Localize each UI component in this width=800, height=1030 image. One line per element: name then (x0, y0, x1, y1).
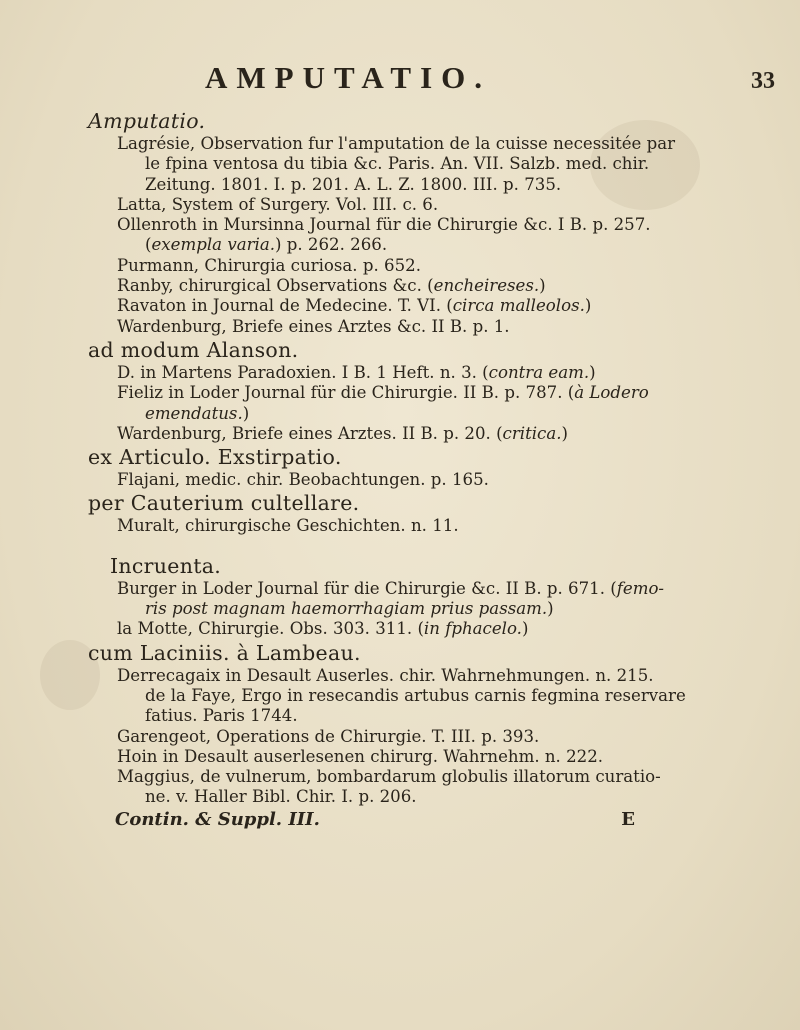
entry-line-wrap (117, 215, 770, 235)
page-number: 33 (751, 68, 775, 94)
entry-line: le fpina ventosa du tibia &c. Paris. An. VII. Salzb. med. chir. (145, 154, 650, 174)
section-heading: per Cauterium cultellare. (88, 491, 360, 516)
entry-line: Wardenburg, Briefe eines Arztes. II B. p. 20. (critica.) (117, 423, 569, 443)
entry-line: Ravaton in Journal de Medecine. T. VI. (circa malleolos.) (117, 296, 592, 316)
bibliography-entry (117, 579, 770, 620)
entry-line-wrap (117, 747, 770, 767)
entry-line-wrap (117, 666, 770, 686)
bibliography-entry (117, 666, 770, 727)
entry-line: Maggius, de vulnerum, bombardarum globulis illatorum curatio- (117, 767, 661, 787)
section-heading: ad modum Alanson. (88, 337, 299, 362)
entry-line-wrap (117, 195, 770, 215)
entry-line-wrap (117, 424, 770, 444)
entry-line-wrap (117, 619, 770, 639)
entry-line-wrap (117, 516, 770, 536)
bibliography-entry (117, 195, 770, 215)
bibliography-entry (117, 470, 770, 490)
entry-line: D. in Martens Paradoxien. I B. 1 Heft. n. 3. (contra eam.) (117, 362, 596, 382)
entry-line: Hoin in Desault auserlesenen chirurg. Wahrnehm. n. 222. (117, 746, 604, 766)
bibliography-entry (117, 727, 770, 747)
entry-line: Derrecagaix in Desault Auserles. chir. Wahrnehmungen. n. 215. (117, 665, 654, 685)
bibliography-entry (117, 516, 770, 536)
body-text (80, 108, 770, 830)
bibliography-entry (117, 363, 770, 383)
entry-line-wrap (145, 154, 770, 174)
bibliography-entry (117, 767, 770, 808)
entry-line-wrap (117, 134, 770, 154)
entry-line-wrap (117, 727, 770, 747)
entry-line-wrap (117, 383, 770, 403)
entry-line-wrap (117, 579, 770, 599)
entry-line: Burger in Loder Journal für die Chirurgie &c. II B. p. 671. (femo- (117, 578, 665, 598)
entry-line-wrap (117, 767, 770, 787)
catchword: E (621, 808, 635, 830)
entry-line-wrap (117, 276, 770, 296)
entry-line-wrap (145, 787, 770, 807)
entry-line: Garengeot, Operations de Chirurgie. T. III. p. 393. (117, 726, 540, 746)
running-head (0, 60, 800, 100)
entry-line-wrap (145, 706, 770, 726)
entry-line: de la Faye, Ergo in resecandis artubus carnis fegmina reservare (145, 685, 686, 705)
entry-line: Lagrésie, Observation fur l'amputation de la cuisse necessitée par (117, 134, 676, 153)
entry-line: Fieliz in Loder Journal für die Chirurgie. II B. p. 787. (à Lodero (117, 383, 649, 403)
entry-line-wrap (117, 470, 770, 490)
catchline (115, 810, 635, 830)
entry-line-wrap (145, 404, 770, 424)
entry-line: Ollenroth in Mursinna Journal für die Chirurgie &c. I B. p. 257. (117, 215, 651, 235)
entry-line: Zeitung. 1801. I. p. 201. A. L. Z. 1800. III. p. 735. (145, 174, 562, 194)
entry-line-wrap (117, 296, 770, 316)
entry-line: Latta, System of Surgery. Vol. III. c. 6. (117, 194, 439, 214)
running-title: AMPUTATIO. (205, 60, 492, 95)
bibliography-entry (117, 424, 770, 444)
entry-line: emendatus.) (145, 403, 250, 423)
entry-line-wrap (117, 363, 770, 383)
bibliography-entry (117, 747, 770, 767)
entry-line: Ranby, chirurgical Observations &c. (encheireses.) (117, 276, 546, 296)
bibliography-entry (117, 383, 770, 424)
entry-line: fatius. Paris 1744. (145, 706, 298, 726)
bibliography-entry (117, 317, 770, 337)
section-heading: cum Laciniis. à Lambeau. (88, 640, 361, 665)
bibliography-entry (117, 296, 770, 316)
entry-line-wrap (145, 686, 770, 706)
entry-line: ris post magnam haemorrhagiam prius passam.) (145, 599, 554, 619)
entry-line-wrap (117, 317, 770, 337)
catchline-left: Contin. & Suppl. III. (115, 808, 320, 830)
entry-line: Wardenburg, Briefe eines Arztes &c. II B. p. 1. (117, 316, 510, 336)
bibliography-entry (117, 215, 770, 256)
entry-line-wrap (117, 256, 770, 276)
entry-line: Flajani, medic. chir. Beobachtungen. p. 165. (117, 470, 489, 490)
entry-line: Muralt, chirurgische Geschichten. n. 11. (117, 516, 459, 536)
entry-line-wrap (145, 235, 770, 255)
entry-line-wrap (145, 175, 770, 195)
entry-line: (exempla varia.) p. 262. 266. (145, 235, 388, 255)
entry-line: la Motte, Chirurgie. Obs. 303. 311. (in fphacelo.) (117, 619, 529, 639)
bibliography-entry (117, 134, 770, 195)
bibliography-entry (117, 256, 770, 276)
bibliography-entry (117, 276, 770, 296)
entry-line: ne. v. Haller Bibl. Chir. I. p. 206. (145, 787, 417, 807)
bibliography-entry (117, 619, 770, 639)
section-heading: Incruenta. (110, 553, 222, 578)
entry-line-wrap (145, 599, 770, 619)
section-heading: ex Articulo. Exstirpatio. (88, 445, 342, 470)
section-heading: Amputatio. (88, 109, 206, 133)
entry-line: Purmann, Chirurgia curiosa. p. 652. (117, 255, 421, 275)
